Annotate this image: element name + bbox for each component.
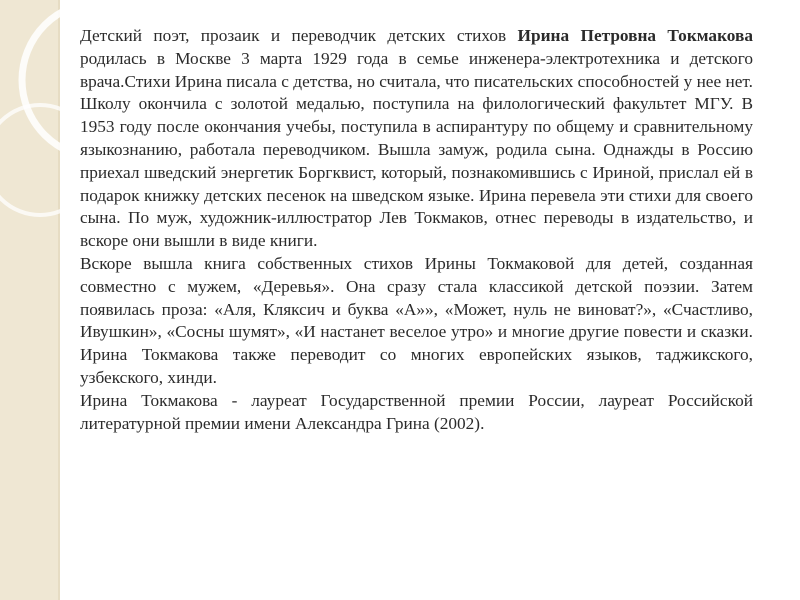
paragraph-3: Ирина Токмакова - лауреат Государственной премии России, лауреат Российской литературной премии имени Александра Грина (2002). [80,390,753,433]
paragraph-1-body: родилась в Москве 3 марта 1929 года в семье инженера-электротехника и детского врача.Стихи Ирина писала с детства, но считала, что писательских способностей у нее нет. Школу окончила с золотой медалью, поступила на филологический факультет МГУ. В 1953 году после окончания учебы, поступила в аспирантуру по общему и сравнительному языкознанию, работала переводчиком. Вышла замуж, родила сына. Однажды в Россию приехал шведский энергетик Боргквист, который, познакомившись с Ириной, прислал ей в подарок книжку детских песенок на шведском языке. Ирина перевела эти стихи для своего сына. По муж, художник-иллюстратор Лев Токмаков, отнес переводы в издательство, и вскоре они вышли в виде книги. [80,48,753,251]
side-band-edge [58,0,60,600]
biography-text [80,25,753,435]
decorative-side-band [0,0,58,600]
paragraph-2: Вскоре вышла книга собственных стихов Ирины Токмаковой для детей, созданная совместно с мужем, «Деревья». Она сразу стала классикой детской поэзии. Затем появилась проза: «Аля, Кляксич и буква «А»», «Может, нуль не виноват?», «Счастливо, Ивушкин», «Сосны шумят», «И настанет веселое утро» и многие другие повести и сказки. Ирина Токмакова также переводит со многих европейских языков, таджикского, узбекского, хинди. [80,253,753,387]
author-name: Ирина Петровна Токмакова [517,26,753,45]
paragraph-1 [80,25,753,253]
paragraph-1-intro: Детский поэт, прозаик и переводчик детских стихов [80,26,518,45]
